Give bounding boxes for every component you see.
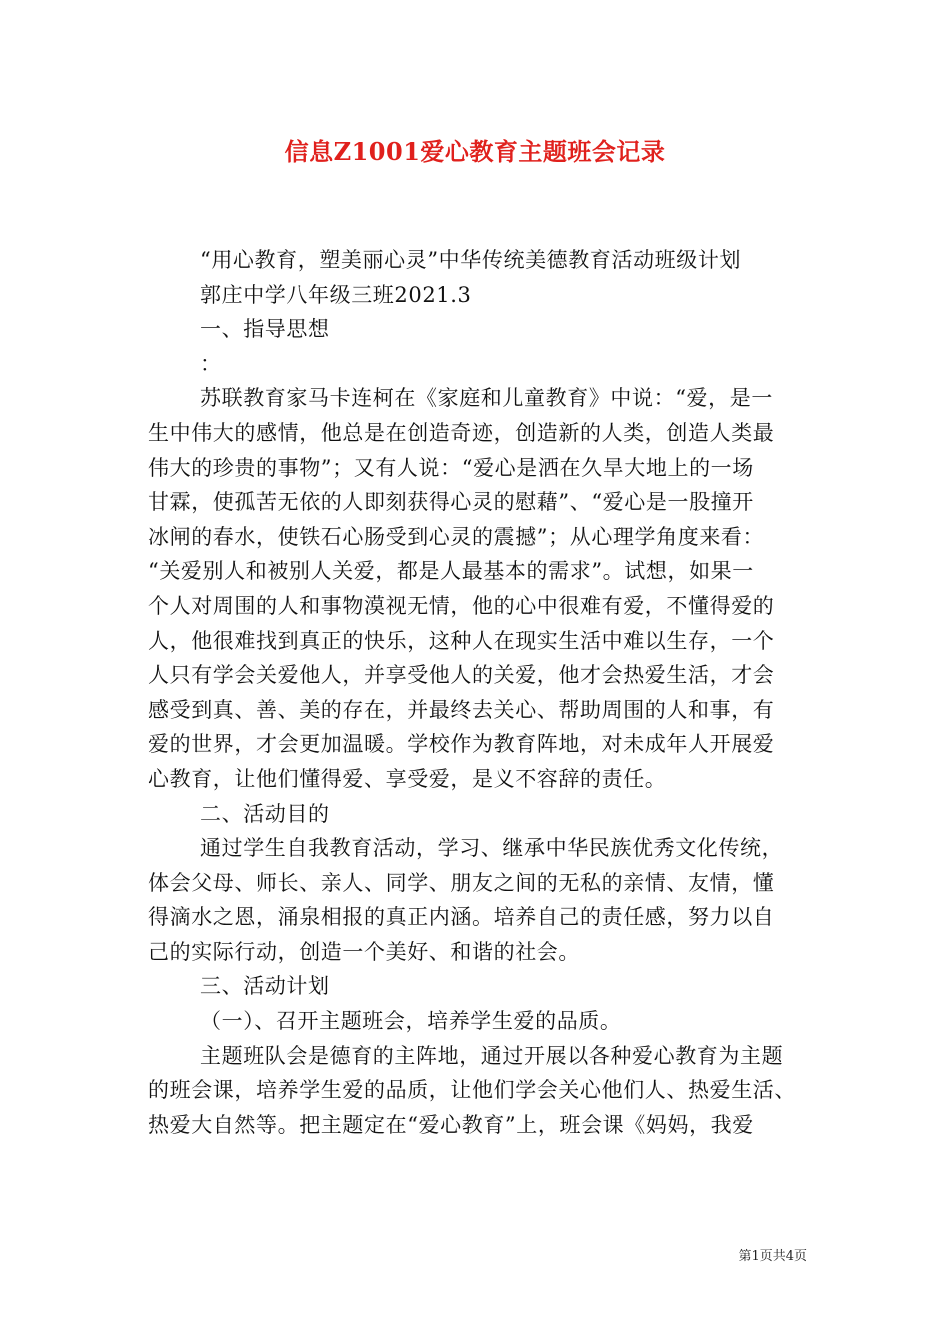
- section-heading: 一、指导思想: [200, 317, 330, 342]
- body-line: 通过学生自我教育活动，学习、继承中华民族优秀文化传统，: [200, 836, 784, 861]
- body-line: 苏联教育家马卡连柯在《家庭和儿童教育》中说：“爱，是一: [200, 386, 773, 411]
- body-line: 体会父母、师长、亲人、同学、朋友之间的无私的亲情、友情，懂: [148, 870, 775, 895]
- body-line: 己的实际行动，创造一个美好、和谐的社会。: [148, 939, 580, 964]
- subsection-heading: （一）、召开主题班会，培养学生爱的品质。: [200, 1009, 622, 1034]
- body-line: 的班会课，培养学生爱的品质，让他们学会关心他们人、热爱生活、: [148, 1078, 796, 1103]
- body-line: 感受到真、善、美的存在，并最终去关心、帮助周围的人和事，有: [148, 697, 775, 722]
- section-heading: 三、活动计划: [200, 974, 330, 999]
- body-line: 甘霖，使孤苦无依的人即刻获得心灵的慰藉”、“爱心是一股撞开: [148, 490, 754, 515]
- body-line: “用心教育，塑美丽心灵”中华传统美德教育活动班级计划: [200, 248, 742, 272]
- body-line: ：: [200, 351, 222, 376]
- page-number-footer: 第1页共4页: [738, 1249, 807, 1264]
- body-line: 主题班队会是德育的主阵地，通过开展以各种爱心教育为主题: [200, 1043, 784, 1068]
- body-line: 个人对周围的人和事物漠视无情，他的心中很难有爱，不懂得爱的: [148, 593, 775, 618]
- body-line: 伟大的珍贵的事物”；又有人说：“爱心是洒在久旱大地上的一场: [148, 455, 754, 480]
- section-heading: 二、活动目的: [200, 801, 330, 826]
- body-line: 心教育，让他们懂得爱、享受爱，是义不容辞的责任。: [148, 766, 667, 791]
- body-line: 冰闸的春水，使铁石心肠受到心灵的震撼”；从心理学角度来看：: [148, 524, 765, 549]
- body-line: “关爱别人和被别人关爱，都是人最基本的需求”。试想，如果一: [148, 559, 754, 584]
- document-title: 信息Z1001爱心教育主题班会记录: [284, 137, 666, 166]
- body-line: 得滴水之恩，涌泉相报的真正内涵。培养自己的责任感，努力以自: [148, 905, 775, 930]
- body-line: 热爱大自然等。把主题定在“爱心教育”上，班会课《妈妈，我爱: [148, 1112, 754, 1137]
- body-line: 爱的世界，才会更加温暖。学校作为教育阵地，对未成年人开展爱: [148, 732, 775, 757]
- body-line: 生中伟大的感情，他总是在创造奇迹，创造新的人类，创造人类最: [148, 420, 775, 445]
- body-line: 郭庄中学八年级三班2021.3: [200, 282, 472, 307]
- body-line: 人，他很难找到真正的快乐，这种人在现实生活中难以生存，一个: [148, 628, 775, 653]
- body-line: 人只有学会关爱他人，并享受他人的关爱，他才会热爱生活，才会: [148, 663, 775, 688]
- document-body: [148, 243, 808, 1142]
